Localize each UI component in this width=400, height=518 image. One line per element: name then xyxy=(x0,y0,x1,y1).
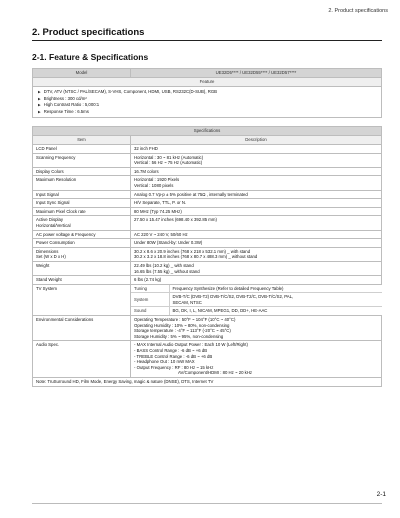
spec-row xyxy=(33,199,382,208)
spec-label: Environmental Considerations xyxy=(33,316,131,341)
spec-row xyxy=(33,261,382,275)
spec-row xyxy=(33,190,382,199)
spec-row xyxy=(33,207,382,216)
spec-label: LCD Panel xyxy=(33,145,131,154)
spec-label: AC power voltage & Frequency xyxy=(33,230,131,239)
chapter-title: 2. Product specifications xyxy=(32,27,145,38)
page-number: 2-1 xyxy=(376,491,386,498)
spec-value: Horizontal : 1920 Pixels Vertical : 1080 pixels xyxy=(131,176,382,190)
spec-label: Power Consumption xyxy=(33,239,131,248)
spec-label: Scanning Frequency xyxy=(33,153,131,167)
spec-value: 30.2 x 8.6 x 20.9 inches (768 x 218 x 532.1 mm) _ with stand 30.2 x 3.2 x 18.8 inches (768 x 80.7 x 488.3 mm) _ without stand xyxy=(131,247,382,261)
spec-value: Operating Temperature : 50°F ~ 104°F (10°C ~ 40°C) Operating Humidity : 10% ~ 80%, non-condensing Storage temperature : -4°F ~ 113°F (-20°C ~ 45°C) Storage Humidity : 5% ~ 95%, non-condensing xyxy=(131,316,382,341)
tv-system-subtable xyxy=(131,285,382,315)
spec-value: 27.50 x 15.47 inches (698.40 x 392.85 mm) xyxy=(131,216,382,230)
spec-value: Horizontal : 30 ~ 81 kHz (Automatic) Vertical : 56 Hz ~ 75 Hz (Automatic) xyxy=(131,153,382,167)
spec-value: 22.49 lbs (10.2 kg) _ with stand 16.65 lbs (7.55 kg) _ without stand xyxy=(131,261,382,275)
spec-row xyxy=(33,276,382,285)
title-rule xyxy=(32,40,382,41)
spec-row xyxy=(33,153,382,167)
spec-note: Note: TruSurround HD, Film Mode, Energy Saving, magic & nature (DNSE), DTS, Internet TV xyxy=(33,378,382,387)
bullet-triangle-icon: ▶ xyxy=(38,103,41,108)
bullet-triangle-icon: ▶ xyxy=(38,90,41,94)
spec-label: Weight xyxy=(33,261,131,275)
spec-value: Analog 0.7 Vp-p ± 5% positive at 75Ω , internally terminated xyxy=(131,190,382,199)
sub-label: Sound xyxy=(131,307,169,315)
spec-label: Input Sync Signal xyxy=(33,199,131,208)
spec-label: Maximum Pixel Clock rate xyxy=(33,207,131,216)
spec-row xyxy=(33,316,382,341)
model-value: UE32D5**** / UE32D55**** / UE32D57**** xyxy=(131,69,382,78)
spec-value xyxy=(131,284,382,315)
spec-label: Input Signal xyxy=(33,190,131,199)
spec-value: 80 MHz (Typ 74.25 MHz) xyxy=(131,207,382,216)
spec-value: AC 220 V ~ 240 V, 50/60 Hz xyxy=(131,230,382,239)
spec-label: Maximum Resolution xyxy=(33,176,131,190)
model-label: Model xyxy=(33,69,131,78)
feature-list xyxy=(33,87,382,118)
item-column-header: Item xyxy=(33,136,131,145)
sub-value: BG, DK, I, L, NICAM, MPEG1, DD, DD+, HE-AAC xyxy=(169,307,382,315)
spec-row xyxy=(33,378,382,387)
spec-row xyxy=(33,230,382,239)
sub-value: DVB-T/C (DVB-T2) DVB-T/C/S2, DVB-T2/C, DVB-T/C/S2, PAL, SECAM, NTSC xyxy=(169,293,382,307)
spec-row xyxy=(33,341,382,378)
specifications-table xyxy=(32,126,382,387)
spec-label: Active Display Horizontal/Vertical xyxy=(33,216,131,230)
sub-label: Tuning xyxy=(131,285,169,293)
specifications-band: Specifications xyxy=(33,127,382,136)
feature-item: ▶ Response Time : 6.5ms xyxy=(38,108,89,114)
sub-label: System xyxy=(131,293,169,307)
feature-band: Feature xyxy=(33,78,382,87)
bullet-triangle-icon: ▶ xyxy=(38,109,41,114)
sub-value: Frequency Synthesize (Refer to detailed Frequency Table) xyxy=(169,285,382,293)
spec-row xyxy=(33,176,382,190)
section-title: 2-1. Feature & Specifications xyxy=(32,52,149,62)
spec-label: Stand Weight xyxy=(33,276,131,285)
description-column-header: Description xyxy=(131,136,382,145)
spec-value: - MAX Internal Audio Output Power : Each 10 W (Left/Right) - BASS Control Range : -6 dB ~ +6 dB - TREBLE Control Range : -6 dB ~ +6 dB - Headphone Out : 10 mW MAX - Output Frequency : RF : 80 Hz ~ 15 kHz AV/Component/HDMI : 80 Hz ~ 20 kHz xyxy=(131,341,382,378)
spec-label: Display Colors xyxy=(33,167,131,176)
spec-label: Audio Spec. xyxy=(33,341,131,378)
spec-value: 16.7M colors xyxy=(131,167,382,176)
spec-label: TV System xyxy=(33,284,131,315)
spec-value: H/V Separate, TTL, P. or N. xyxy=(131,199,382,208)
spec-value: Under 80W (Stand-by: Under 0.3W) xyxy=(131,239,382,248)
features-table xyxy=(32,68,382,118)
spec-row xyxy=(33,239,382,248)
spec-row xyxy=(33,284,382,315)
spec-value: 32 inch FHD xyxy=(131,145,382,154)
feature-item: ▶ DTV, ATV (NTSC / PAL/SECAM), S-VHS, Component, HDMI, USB, RS232C(D-SUB), RGB xyxy=(38,89,218,94)
feature-item: ▶ High Contrast Ratio : 5,000:1 xyxy=(38,102,100,108)
feature-item: ▶ Brightness : 300 cd/m² xyxy=(38,95,87,101)
spec-row xyxy=(33,167,382,176)
footer-rule xyxy=(32,503,382,504)
spec-value: 6 lbs (2.74 kg) xyxy=(131,276,382,285)
bullet-triangle-icon: ▶ xyxy=(38,96,41,101)
running-header: 2. Product specifications xyxy=(328,8,388,14)
spec-row xyxy=(33,216,382,230)
spec-row xyxy=(33,145,382,154)
spec-label: Dimensions Set (W x D x H) xyxy=(33,247,131,261)
spec-row xyxy=(33,247,382,261)
